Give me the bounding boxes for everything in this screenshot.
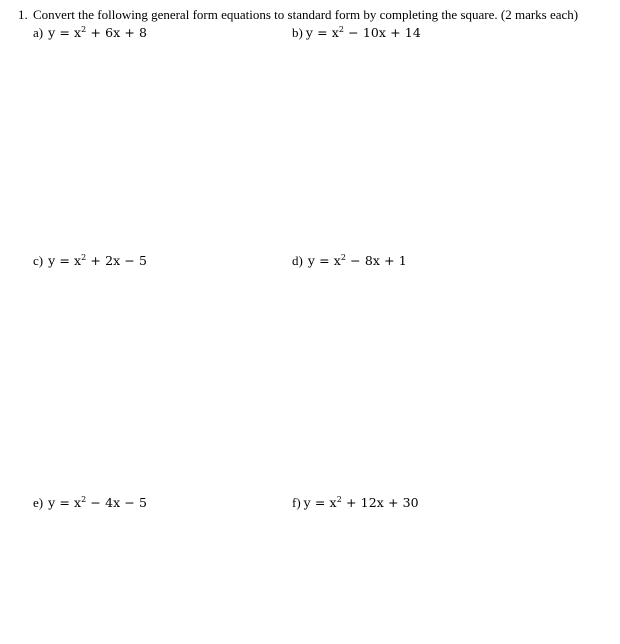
question-number: 1.	[18, 7, 28, 22]
equation-exponent: 2	[336, 495, 342, 504]
part-d	[292, 253, 407, 269]
equation-lhs: y = x	[48, 25, 82, 40]
question-1	[18, 7, 578, 23]
equation-lhs: y = x	[307, 253, 341, 268]
equation-exponent: 2	[81, 25, 87, 34]
part-label: a)	[33, 25, 44, 40]
part-c	[33, 253, 147, 269]
equation	[48, 25, 147, 40]
part-e	[33, 495, 147, 511]
part-b	[292, 25, 421, 41]
equation-exponent: 2	[338, 25, 345, 34]
equation-rhs: − 8x + 1	[346, 253, 407, 268]
equation	[306, 25, 421, 40]
equation-rhs: − 4x − 5	[86, 495, 148, 510]
equation-rhs: + 2x − 5	[86, 253, 148, 268]
equation-exponent: 2	[81, 253, 87, 262]
part-label: c)	[33, 253, 44, 268]
equation-lhs: y = x	[303, 495, 337, 510]
equation-rhs: − 10x + 14	[344, 25, 421, 40]
equation	[304, 495, 419, 510]
equation-lhs: y = x	[48, 495, 82, 510]
part-a	[33, 25, 147, 41]
part-label: e)	[33, 495, 44, 510]
part-label: d)	[292, 253, 303, 268]
part-f	[292, 495, 419, 511]
equation-exponent: 2	[81, 495, 87, 504]
part-label: f)	[292, 495, 301, 510]
equation-rhs: + 12x + 30	[341, 495, 419, 510]
part-label: b)	[292, 25, 303, 40]
question-stem-text: Convert the following general form equations to standard form by completing the square. (2 marks each)	[33, 7, 579, 22]
equation-exponent: 2	[340, 253, 347, 262]
equation-lhs: y = x	[305, 25, 339, 40]
equation-lhs: y = x	[48, 253, 82, 268]
equation-rhs: + 6x + 8	[86, 25, 148, 40]
equation	[48, 495, 147, 510]
equation	[48, 253, 147, 268]
equation	[308, 253, 407, 268]
